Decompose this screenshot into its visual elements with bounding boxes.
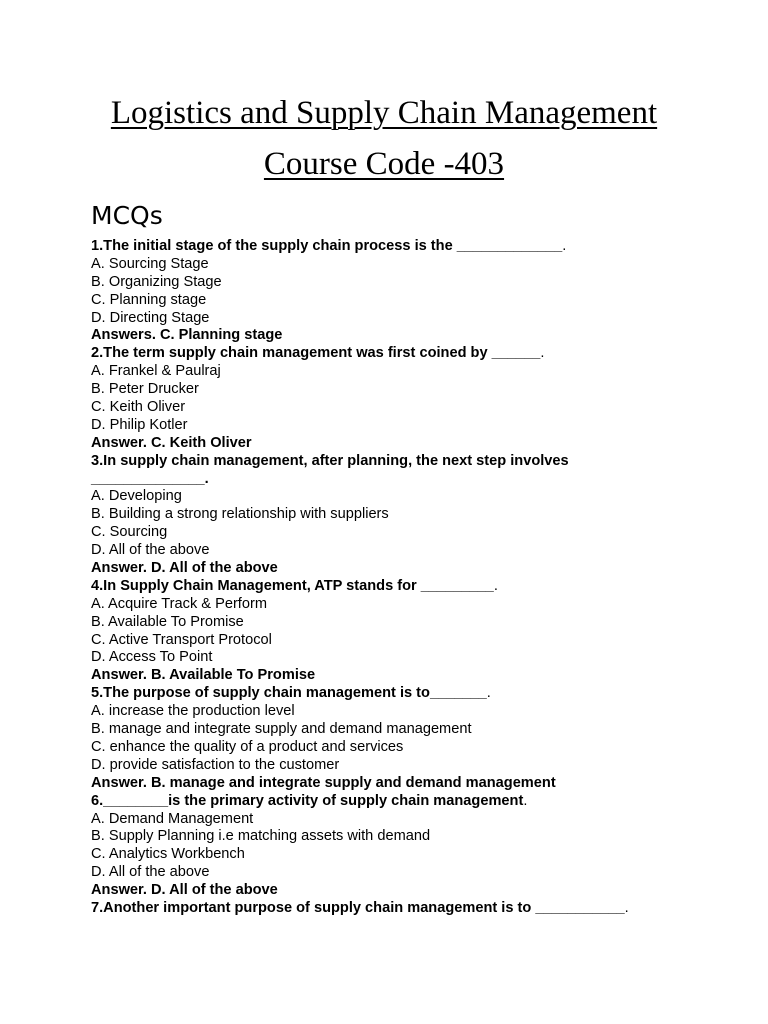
- option-text: C. Keith Oliver: [91, 399, 186, 416]
- question-text: 5.The purpose of supply chain management is to_______: [91, 685, 487, 702]
- option-text: A. Demand Management: [91, 810, 254, 827]
- option-text: A. Sourcing Stage: [91, 255, 209, 272]
- list-item: [91, 739, 731, 757]
- answer-text: Answer. D. All of the above: [91, 882, 278, 899]
- list-item: [91, 614, 731, 632]
- option-text: A. Developing: [91, 488, 182, 505]
- list-item: [91, 310, 731, 328]
- mcq-list: [91, 238, 731, 918]
- list-item: [91, 488, 731, 506]
- question-text: ______________.: [91, 470, 209, 487]
- question-punctuation: .: [562, 238, 567, 254]
- option-text: D. Access To Point: [91, 649, 213, 666]
- option-text: D. All of the above: [91, 542, 210, 559]
- answer-text: Answer. C. Keith Oliver: [91, 434, 252, 451]
- option-text: B. Available To Promise: [91, 613, 244, 630]
- option-text: A. Frankel & Paulraj: [91, 363, 221, 380]
- option-text: B. Supply Planning i.e matching assets with demand: [91, 828, 431, 845]
- question-text: 7.Another important purpose of supply chain management is to ___________: [91, 899, 625, 916]
- list-item: [91, 238, 731, 256]
- list-item: [91, 811, 731, 829]
- question-text: 2.The term supply chain management was first coined by ______: [91, 345, 541, 362]
- list-item: [91, 846, 731, 864]
- question-text: 6.________is the primary activity of supply chain management: [91, 792, 524, 809]
- list-item: [91, 292, 731, 310]
- question-text: 4.In Supply Chain Management, ATP stands for _________: [91, 577, 494, 594]
- list-item: [91, 327, 731, 345]
- option-text: A. increase the production level: [91, 703, 295, 720]
- section-heading: MCQs: [91, 201, 163, 230]
- answer-text: Answer. B. manage and integrate supply and demand management: [91, 774, 556, 791]
- list-item: [91, 560, 731, 578]
- list-item: [91, 775, 731, 793]
- list-item: [91, 900, 731, 918]
- answer-text: Answer. D. All of the above: [91, 560, 278, 577]
- list-item: [91, 542, 731, 560]
- option-text: B. manage and integrate supply and demand management: [91, 721, 472, 738]
- list-item: [91, 882, 731, 900]
- answer-text: Answers. C. Planning stage: [91, 327, 283, 344]
- list-item: [91, 703, 731, 721]
- list-item: [91, 453, 731, 471]
- option-text: C. Analytics Workbench: [91, 846, 245, 863]
- option-text: D. provide satisfaction to the customer: [91, 756, 340, 773]
- list-item: [91, 757, 731, 775]
- question-text: 1.The initial stage of the supply chain process is the _____________: [91, 238, 563, 254]
- list-item: [91, 721, 731, 739]
- list-item: [91, 864, 731, 882]
- question-punctuation: .: [486, 685, 491, 702]
- option-text: D. All of the above: [91, 864, 210, 881]
- question-punctuation: .: [624, 899, 629, 916]
- course-code: Course Code -403: [263, 146, 505, 182]
- option-text: C. Sourcing: [91, 524, 168, 541]
- list-item: [91, 632, 731, 650]
- list-item: [91, 471, 731, 489]
- list-item: [91, 524, 731, 542]
- option-text: B. Building a strong relationship with suppliers: [91, 506, 389, 523]
- option-text: D. Philip Kotler: [91, 416, 188, 433]
- list-item: [91, 363, 731, 381]
- list-item: [91, 417, 731, 435]
- list-item: [91, 649, 731, 667]
- list-item: [91, 578, 731, 596]
- list-item: [91, 256, 731, 274]
- list-item: [91, 435, 731, 453]
- option-text: B. Peter Drucker: [91, 381, 199, 398]
- option-text: D. Directing Stage: [91, 309, 210, 326]
- list-item: [91, 274, 731, 292]
- list-item: [91, 381, 731, 399]
- option-text: C. Active Transport Protocol: [91, 631, 272, 648]
- list-item: [91, 345, 731, 363]
- question-punctuation: .: [493, 577, 498, 594]
- list-item: [91, 667, 731, 685]
- list-item: [91, 793, 731, 811]
- option-text: C. Planning stage: [91, 291, 207, 308]
- list-item: [91, 828, 731, 846]
- option-text: B. Organizing Stage: [91, 273, 222, 290]
- list-item: [91, 596, 731, 614]
- list-item: [91, 506, 731, 524]
- option-text: C. enhance the quality of a product and services: [91, 738, 404, 755]
- document-title: Logistics and Supply Chain Management: [110, 95, 658, 131]
- question-punctuation: .: [540, 345, 545, 362]
- option-text: A. Acquire Track & Perform: [91, 595, 267, 612]
- answer-text: Answer. B. Available To Promise: [91, 667, 316, 684]
- question-punctuation: .: [523, 792, 528, 809]
- question-text: 3.In supply chain management, after planning, the next step involves: [91, 452, 569, 469]
- list-item: [91, 399, 731, 417]
- list-item: [91, 685, 731, 703]
